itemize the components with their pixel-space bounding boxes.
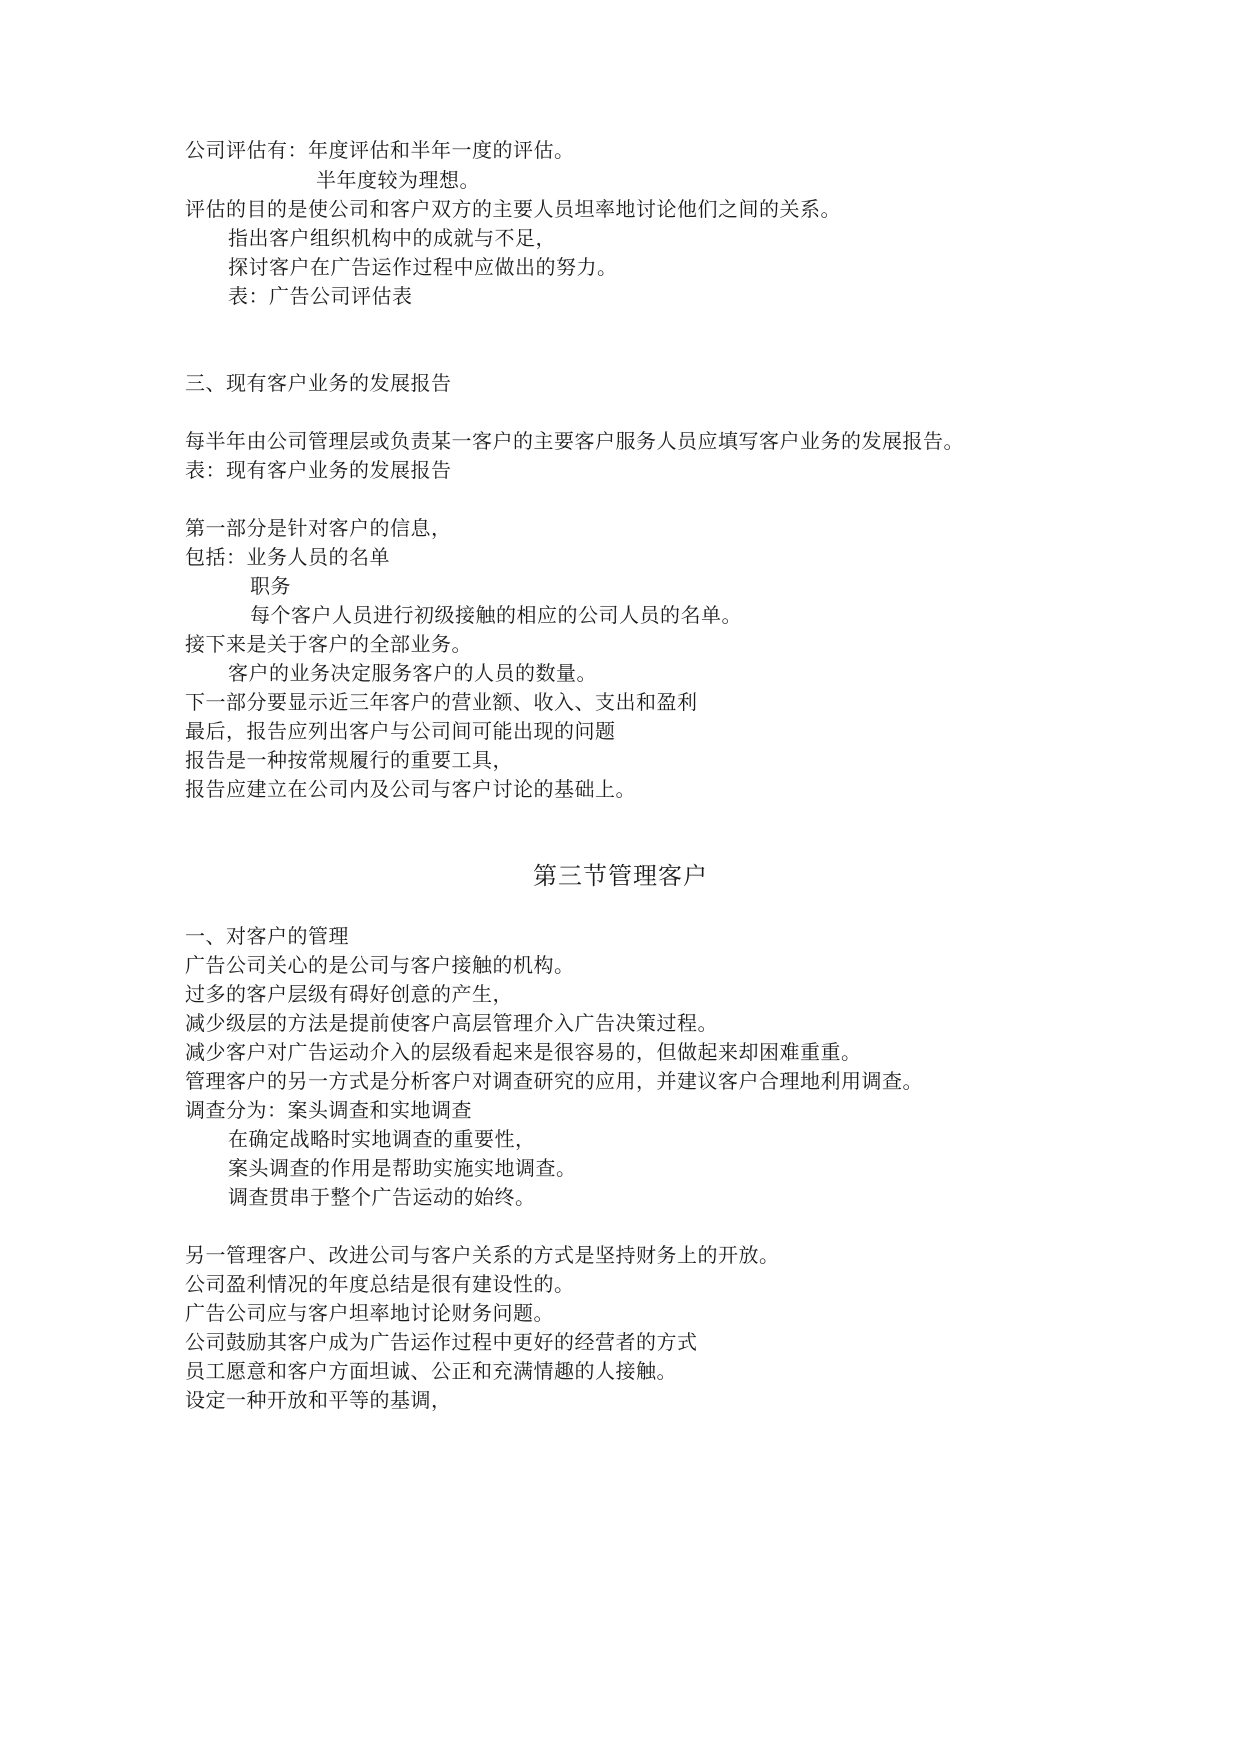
text-line: 过多的客户层级有碍好创意的产生， [185, 982, 513, 1006]
text-line: 另一管理客户、改进公司与客户关系的方式是坚持财务上的开放。 [185, 1243, 780, 1267]
text-line: 最后，报告应列出客户与公司间可能出现的问题 [185, 719, 616, 743]
text-line: 报告是一种按常规履行的重要工具， [185, 748, 513, 772]
text-line: 案头调查的作用是帮助实施实地调查。 [228, 1156, 577, 1180]
text-line: 表：广告公司评估表 [228, 284, 413, 308]
text-line: 探讨客户在广告运作过程中应做出的努力。 [228, 255, 618, 279]
text-line: 管理客户的另一方式是分析客户对调查研究的应用，并建议客户合理地利用调查。 [185, 1069, 923, 1093]
text-line: 第一部分是针对客户的信息， [185, 516, 452, 540]
text-line: 半年度较为理想。 [316, 168, 480, 192]
chapter-title: 第三节管理客户 [533, 862, 708, 890]
text-line: 包括：业务人员的名单 [185, 545, 390, 569]
text-line: 公司评估有：年度评估和半年一度的评估。 [185, 138, 575, 162]
text-line: 职务 [250, 574, 291, 598]
text-line: 在确定战略时实地调查的重要性， [228, 1127, 536, 1151]
text-line: 设定一种开放和平等的基调， [185, 1388, 452, 1412]
text-line: 减少级层的方法是提前使客户高层管理介入广告决策过程。 [185, 1011, 718, 1035]
text-line: 每个客户人员进行初级接触的相应的公司人员的名单。 [250, 603, 742, 627]
text-line: 表：现有客户业务的发展报告 [185, 458, 452, 482]
section-heading: 一、对客户的管理 [185, 924, 349, 948]
text-line: 调查分为：案头调查和实地调查 [185, 1098, 472, 1122]
text-line: 接下来是关于客户的全部业务。 [185, 632, 472, 656]
text-line: 评估的目的是使公司和客户双方的主要人员坦率地讨论他们之间的关系。 [185, 197, 841, 221]
text-line: 下一部分要显示近三年客户的营业额、收入、支出和盈利 [185, 690, 698, 714]
text-line: 公司鼓励其客户成为广告运作过程中更好的经营者的方式 [185, 1330, 698, 1354]
text-line: 报告应建立在公司内及公司与客户讨论的基础上。 [185, 777, 636, 801]
text-line: 广告公司应与客户坦率地讨论财务问题。 [185, 1301, 554, 1325]
text-line: 员工愿意和客户方面坦诚、公正和充满情趣的人接触。 [185, 1359, 677, 1383]
section-heading: 三、现有客户业务的发展报告 [185, 371, 452, 395]
text-line: 指出客户组织机构中的成就与不足， [228, 226, 556, 250]
text-line: 公司盈利情况的年度总结是很有建设性的。 [185, 1272, 575, 1296]
text-line: 每半年由公司管理层或负责某一客户的主要客户服务人员应填写客户业务的发展报告。 [185, 429, 964, 453]
text-line: 减少客户对广告运动介入的层级看起来是很容易的，但做起来却困难重重。 [185, 1040, 862, 1064]
text-line: 广告公司关心的是公司与客户接触的机构。 [185, 953, 575, 977]
text-line: 客户的业务决定服务客户的人员的数量。 [228, 661, 597, 685]
text-line: 调查贯串于整个广告运动的始终。 [228, 1185, 536, 1209]
